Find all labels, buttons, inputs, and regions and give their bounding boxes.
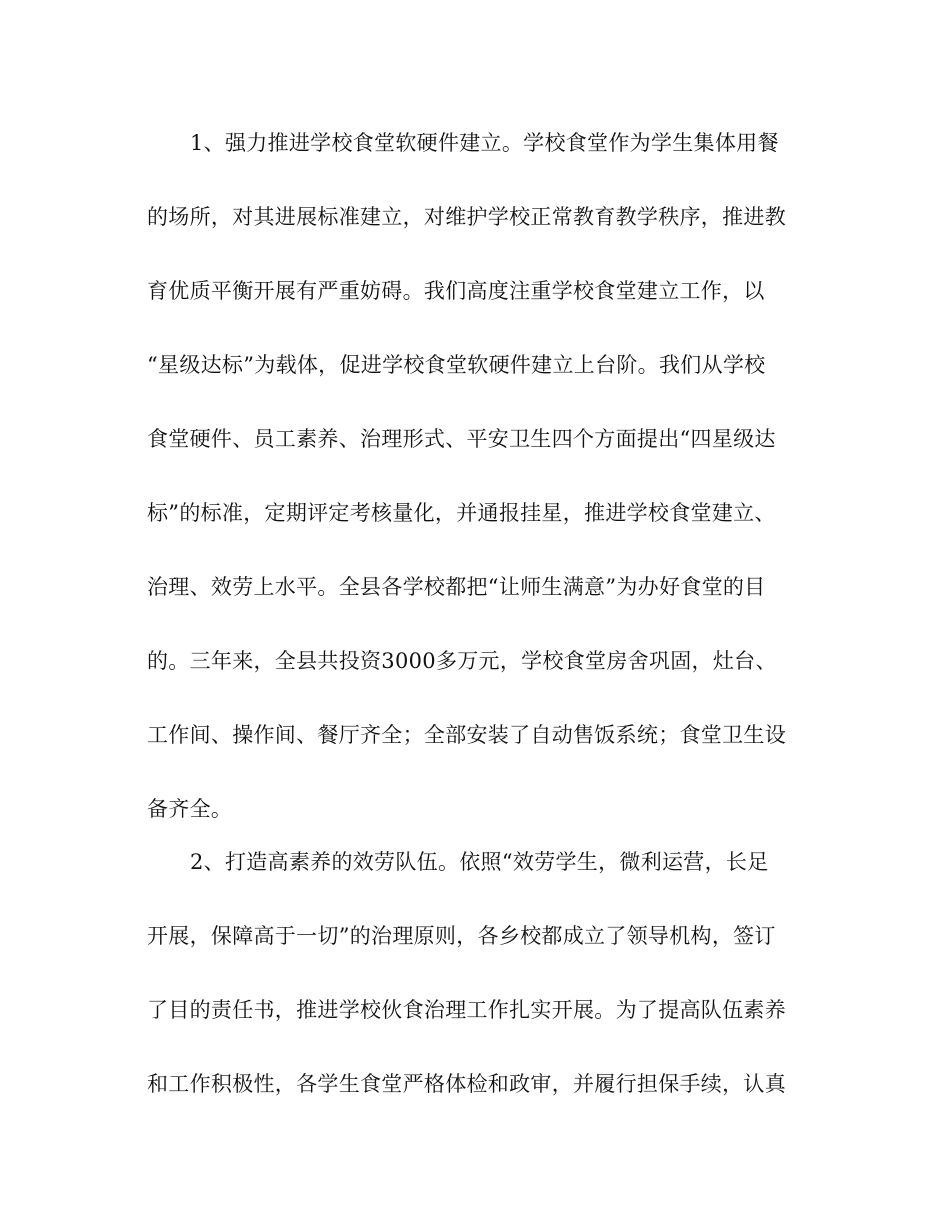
paragraph-1-line-2: 的场所，对其进展标准建立，对维护学校正常教育教学秩序，推进教 (147, 205, 786, 229)
paragraph-2-line-4: 和工作积极性，各学生食堂严格体检和政审，并履行担保手续，认真 (147, 1072, 786, 1096)
paragraph-1-line-5: 食堂硬件、员工素养、治理形式、平安卫生四个方面提出“四星级达 (147, 427, 776, 451)
paragraph-1-line-4: “星级达标”为载体，促进学校食堂软硬件建立上台阶。我们从学校 (147, 353, 766, 377)
paragraph-1-line-6: 标”的标准，定期评定考核量化，并通报挂星，推进学校食堂建立、 (147, 501, 776, 525)
paragraph-1-line-10: 备齐全。 (147, 797, 233, 821)
paragraph-2-line-1: 2、打造高素养的效劳队伍。依照“效劳学生，微利运营，长足 (190, 850, 769, 874)
paragraph-1-line-9: 工作间、操作间、餐厅齐全；全部安装了自动售饭系统；食堂卫生设 (147, 723, 786, 747)
paragraph-1-line-7: 治理、效劳上水平。全县各学校都把“让师生满意”为办好食堂的目 (147, 575, 766, 599)
paragraph-1-line-1: 1、强力推进学校食堂软硬件建立。学校食堂作为学生集体用餐 (190, 131, 779, 155)
paragraph-2-line-2: 开展，保障高于一切”的治理原则，各乡校都成立了领导机构，签订 (147, 924, 776, 948)
paragraph-1-line-3: 育优质平衡开展有严重妨碍。我们高度注重学校食堂建立工作，以 (147, 279, 765, 303)
paragraph-1-line-8: 的。三年来，全县共投资3000多万元，学校食堂房舍巩固，灶台、 (147, 649, 777, 673)
paragraph-2-line-3: 了目的责任书，推进学校伙食治理工作扎实开展。为了提高队伍素养 (147, 998, 786, 1022)
